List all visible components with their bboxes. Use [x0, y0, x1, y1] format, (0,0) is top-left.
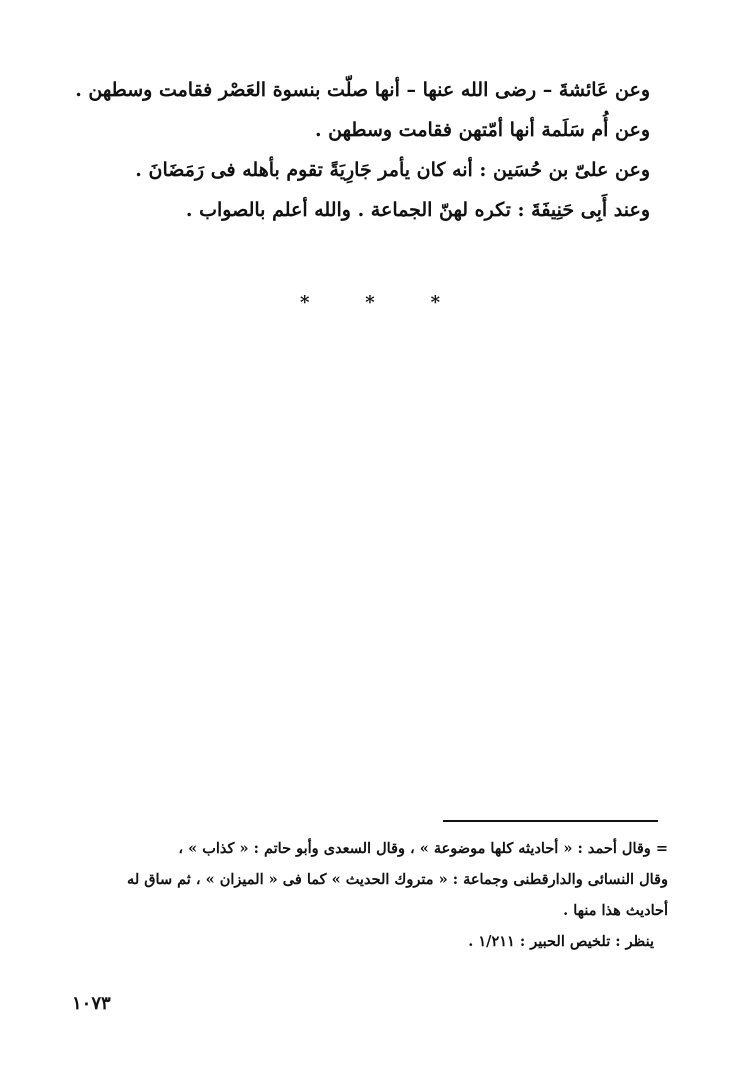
section-separator	[300, 292, 440, 313]
main-text-line-2: وعن أُم سَلَمة أنها أمّتهن فقامت وسطهن .	[314, 119, 650, 141]
footnote-line-3: أحاديث هذا منها .	[563, 902, 668, 919]
main-text-line-1: وعن عَائشةَ – رضى الله عنها – أنها صلّت بنسوة العَصْر فقامت وسطهن .	[75, 79, 650, 101]
separator-star: *	[430, 292, 440, 313]
footnote-reference: ينظر : تلخيص الحبير : ١/٢١١ .	[468, 933, 654, 950]
main-text-line-3: وعن علىّ بن حُسَين : أنه كان يأمر جَارِيَةً تقوم بأهله فى رَمَضَانَ .	[135, 159, 650, 181]
footnote-line-2: وقال النسائى والدارقطنى وجماعة : « متروك الحديث » كما فى « الميزان » ، ثم ساق له	[127, 871, 668, 888]
separator-star: *	[365, 292, 375, 313]
footnote-divider	[443, 820, 658, 822]
main-text-line-4: وعند أَبِى حَنِيفَةَ : تكره لهنّ الجماعة . والله أعلم بالصواب .	[185, 199, 650, 221]
main-text-block	[75, 70, 650, 230]
footnotes-block	[60, 833, 668, 957]
separator-star: *	[300, 292, 310, 313]
footnote-line-1: = وقال أحمد : « أحاديثه كلها موضوعة » ، وقال السعدى وأبو حاتم : « كذاب » ،	[178, 840, 668, 857]
page-number: ١٠٧٣	[72, 993, 111, 1014]
